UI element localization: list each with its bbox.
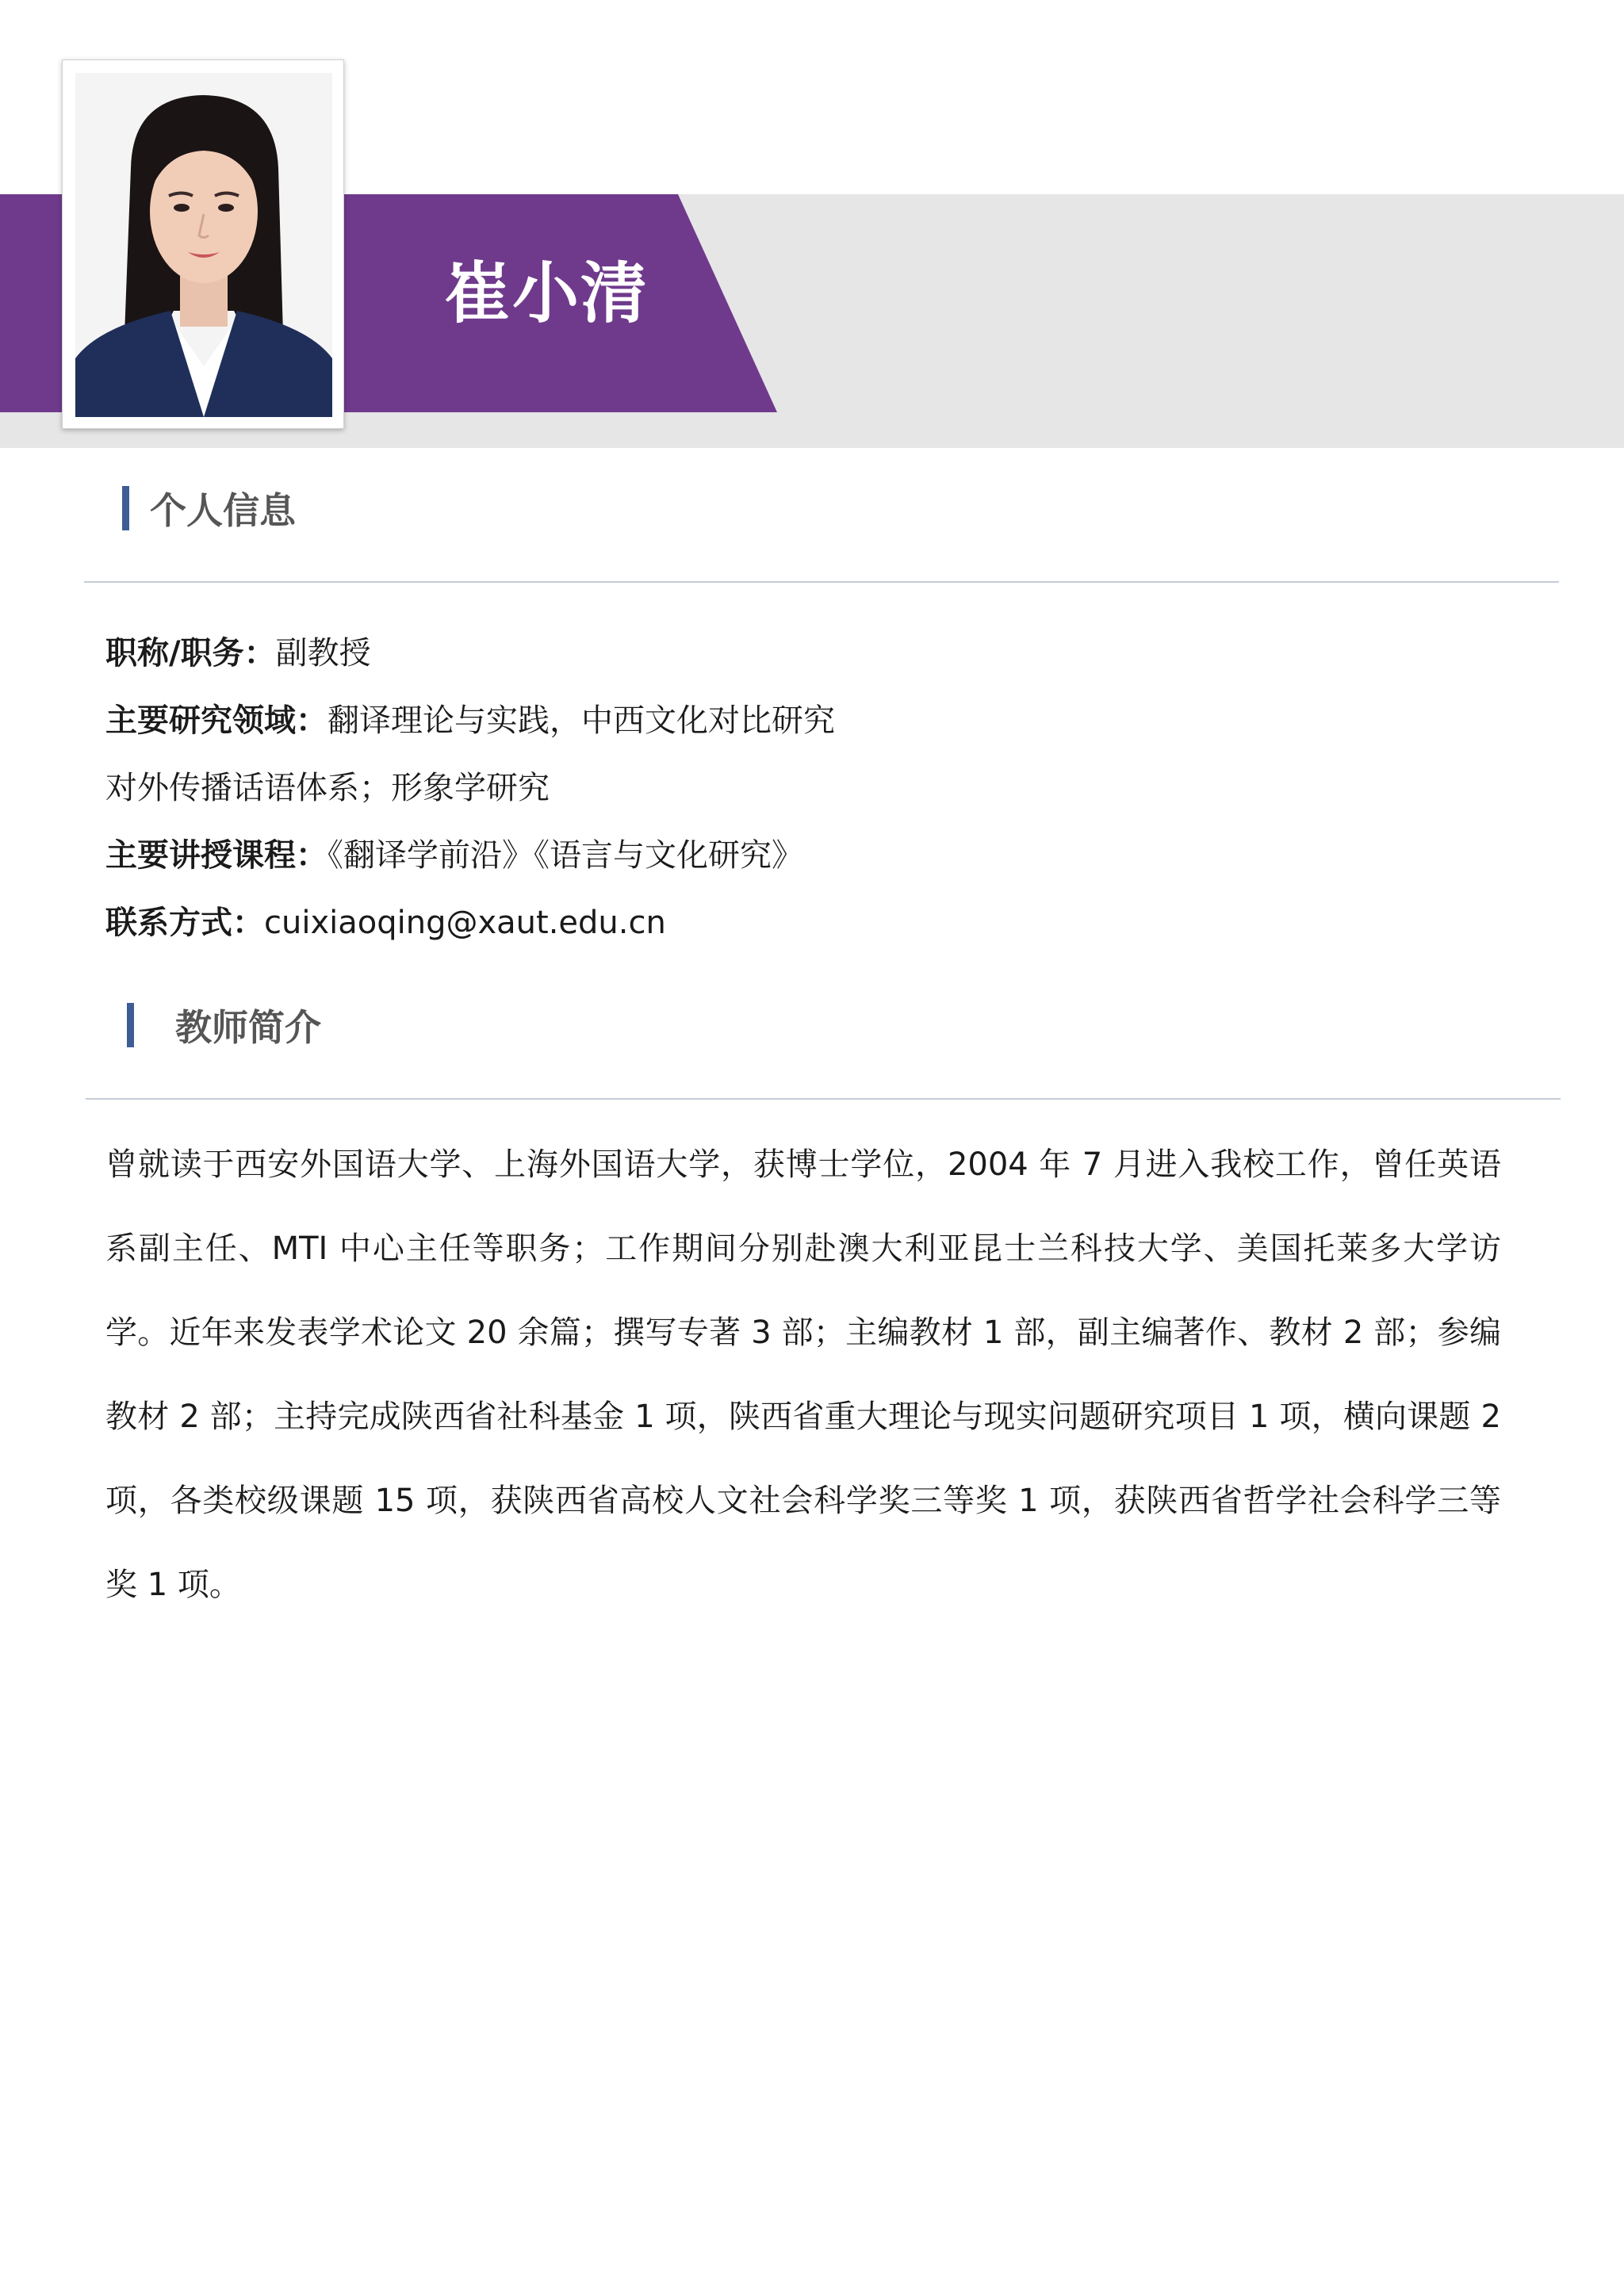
info-title-label: 职称/职务： xyxy=(105,635,276,672)
bio-paragraph: 曾就读于西安外国语大学、上海外国语大学，获博士学位，2004 年 7 月进入我校工作，曾任英语系副主任、MTI 中心主任等职务；工作期间分别赴澳大利亚昆士兰科技大学、美国托莱多大学访学。近年来发表学术论文 20 余篇；撰写专著 3 部；主编教材 1 部，副主编著作、教材 2 部；参编教材 2 部；主持完成陕西省社科基金 1 项，陕西省重大理论与现实问题研究项目 1 项，横向课题 2 项，各类校级课题 15 项，获陕西省高校人文社会科学奖三等奖 1 项，获陕西省哲学社会科学三等奖 1 项。 xyxy=(105,1146,1501,1603)
section-accent-bar xyxy=(122,486,129,530)
info-courses-line xyxy=(105,833,803,878)
info-title-value: 副教授 xyxy=(275,635,371,672)
section-accent-bar xyxy=(127,1003,134,1047)
info-contact-label: 联系方式： xyxy=(105,905,264,941)
section-title-bio: 教师简介 xyxy=(175,1006,321,1049)
section-divider xyxy=(86,1098,1561,1100)
section-divider xyxy=(84,581,1559,583)
info-courses-label: 主要讲授课程： xyxy=(105,837,327,874)
info-research-label: 主要研究领域： xyxy=(105,702,327,739)
info-contact-line xyxy=(105,901,666,945)
info-research-continued xyxy=(105,766,550,810)
section-bio-header xyxy=(127,1001,321,1049)
info-contact-email[interactable]: cuixiaoqing@xaut.edu.cn xyxy=(264,905,666,941)
section-title-personal-info: 个人信息 xyxy=(150,489,296,532)
info-courses-value: 《翻译学前沿》《语言与文化研究》 xyxy=(327,837,803,874)
portrait-image xyxy=(75,73,332,417)
info-research-line xyxy=(105,698,835,743)
info-research-value-cont: 对外传播话语体系；形象学研究 xyxy=(105,770,550,806)
info-title-line xyxy=(105,631,371,675)
profile-photo xyxy=(62,59,344,429)
info-research-value: 翻译理论与实践，中西文化对比研究 xyxy=(327,702,835,739)
section-personal-info-header xyxy=(122,484,296,532)
profile-name: 崔小清 xyxy=(444,254,649,332)
